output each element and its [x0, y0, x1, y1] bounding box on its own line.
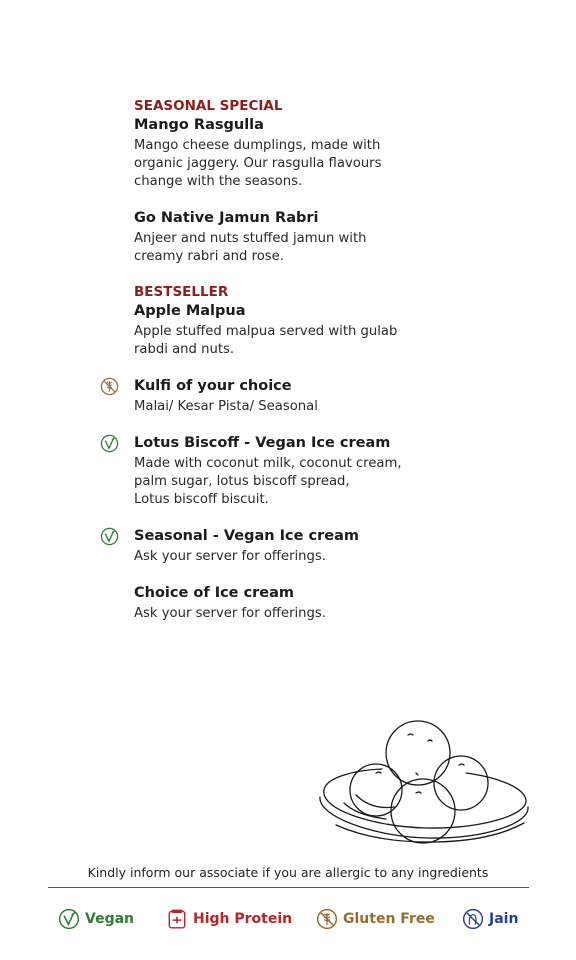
- vegan-icon: [58, 908, 80, 930]
- allergy-note: Kindly inform our associate if you are allergic to any ingredients: [87, 865, 489, 880]
- item-description: Anjeer and nuts stuffed jamun with creamy rabri and rose.: [134, 231, 367, 264]
- vegan-icon: [100, 434, 119, 453]
- item-description: Ask your server for offerings.: [134, 606, 326, 621]
- legend-gluten-free: [316, 908, 435, 930]
- item-description: Ask your server for offerings.: [134, 549, 326, 564]
- item-tag: SEASONAL SPECIAL: [134, 98, 283, 114]
- legend-high-protein: [166, 908, 292, 930]
- item-description: Mango cheese dumplings, made with organic jaggery. Our rasgulla flavours change with the seasons.: [134, 138, 382, 189]
- item-description: Malai/ Kesar Pista/ Seasonal: [134, 399, 318, 414]
- item-name: Go Native Jamun Rabri: [134, 210, 319, 226]
- dessert-menu: [134, 97, 434, 640]
- dietary-legend: [0, 908, 576, 936]
- menu-item-kulfi: [134, 376, 434, 416]
- legend-jain: [462, 908, 518, 930]
- item-name: Choice of Ice cream: [134, 585, 295, 601]
- item-name: Mango Rasgulla: [134, 117, 264, 133]
- legend-label: Jain: [489, 911, 519, 927]
- menu-item-apple-malpua: [134, 283, 434, 359]
- item-name: Apple Malpua: [134, 303, 246, 319]
- menu-item-mango-rasgulla: [134, 97, 434, 191]
- item-tag: BESTSELLER: [134, 284, 229, 300]
- gluten-free-icon: [100, 377, 119, 396]
- jain-icon: [462, 908, 484, 930]
- legend-label: Gluten Free: [343, 911, 435, 927]
- item-name: Kulfi of your choice: [134, 378, 292, 394]
- item-description: Apple stuffed malpua served with gulab rabdi and nuts.: [134, 324, 398, 357]
- menu-item-seasonal-vegan: [134, 526, 434, 566]
- menu-item-choice-ice-cream: [134, 583, 434, 623]
- legend-label: High Protein: [193, 911, 293, 927]
- item-name: Lotus Biscoff - Vegan Ice cream: [134, 435, 391, 451]
- item-name: Seasonal - Vegan Ice cream: [134, 528, 359, 544]
- legend-label: Vegan: [85, 911, 134, 927]
- rasgulla-bowl-illustration: [316, 715, 530, 845]
- legend-vegan: [58, 908, 134, 930]
- footer-divider: [48, 887, 529, 888]
- gluten-free-icon: [316, 908, 338, 930]
- menu-item-lotus-biscoff: [134, 433, 434, 509]
- item-description: Made with coconut milk, coconut cream, palm sugar, lotus biscoff spread, Lotus biscoff biscuit.: [134, 456, 402, 507]
- menu-item-jamun-rabri: [134, 208, 434, 266]
- vegan-icon: [100, 527, 119, 546]
- high-protein-icon: [166, 908, 188, 930]
